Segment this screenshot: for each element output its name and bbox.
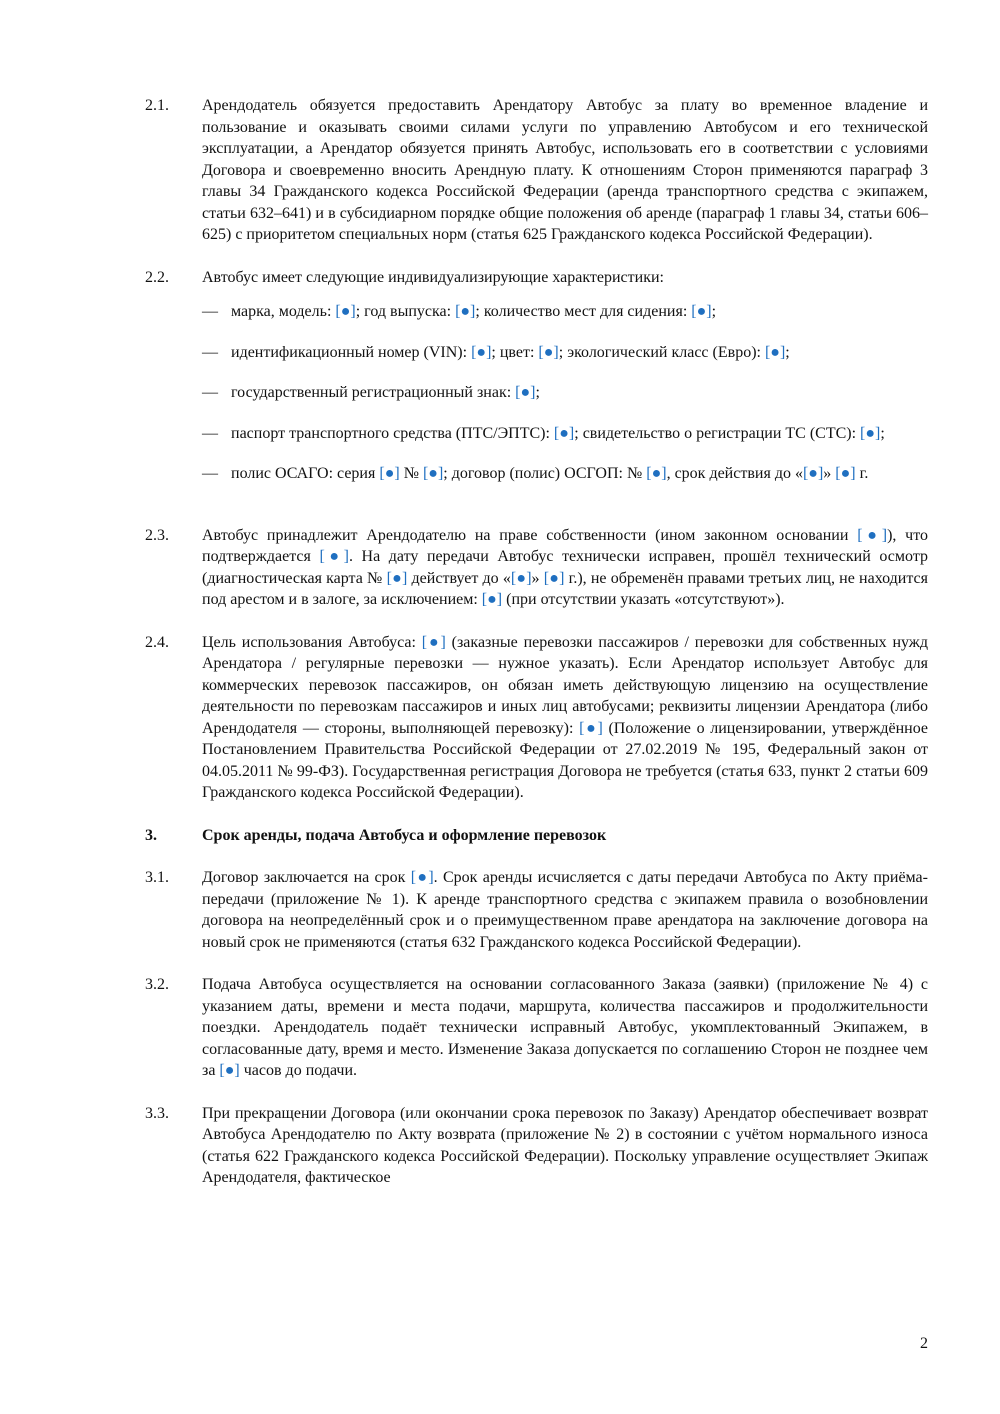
text-run: . Срок аренды исчисляется с даты передачи Автобуса по Акту приёма-передачи (приложение № 1). К аренде транспортного средства с экипажем правила о возобновлении договора на неопределённый срок и о преимущественном праве арендатора на заключение договора на новый срок не применяются (статья 632 Гражданского кодекса Российской Федерации). [202,869,928,951]
page-number: 2 [920,1335,928,1352]
text-run: Цель использования Автобуса: [202,633,422,651]
text-run: , срок действия до « [666,465,803,482]
text-run: Автобус принадлежит Арендодателю на праве собственности (ином законном основании [202,526,858,544]
clause [145,95,928,246]
bullet-item [202,301,928,323]
clause [145,525,928,611]
clause [145,974,928,1082]
text-run: ; цвет: [491,343,539,361]
clause-text [202,974,928,1082]
text-run: (при отсутствии указать «отсутствуют»). [502,591,785,608]
clause-number: 3.1. [145,869,169,886]
clause-text [202,632,928,804]
bullet-dash: — [202,343,218,361]
bullet-list [202,301,928,485]
text-run: государственный регистрационный знак: [231,384,516,401]
bullet-text [231,301,928,323]
placeholder-field: [●] [538,343,559,361]
placeholder-field: [●] [379,465,400,482]
text-run: (заказные перевозки пассажиров / перевозки для собственных нужд Арендатора / регулярные перевозки — нужное указать). Если Арендатор использует Автобус для коммерческих перевозок пассажиров, он обязан иметь действующую лицензию на осуществление деятельности по перевозкам пассажиров и иных лиц автобусами; реквизиты лицензии Арендатора (либо Арендодателя — стороны, выполняющей перевозку): [202,633,928,737]
text-run: полис ОСАГО: серия [231,465,380,482]
placeholder-field: [●] [510,569,532,587]
placeholder-field: [●] [335,303,356,320]
placeholder-field: [●] [579,719,603,737]
text-run: ; количество мест для сидения: [475,303,692,320]
placeholder-field: [●] [543,569,565,587]
placeholder-field: [●] [553,424,575,442]
clause-text [202,1103,928,1189]
heading-text [202,825,928,847]
text-run: » [531,569,544,587]
text-run: № [399,465,423,482]
document-body [145,95,928,1210]
text-run: ; свидетельство о регистрации ТС (СТС): [574,424,861,442]
placeholder-field: [●] [471,343,492,361]
text-run: ; [785,343,790,361]
placeholder-field: [●] [422,465,444,482]
clause-text [202,525,928,611]
bullet-dash: — [202,384,218,401]
text-run: Автобус имеет следующие индивидуализирующие характеристики: [202,268,664,286]
bullet-item [202,382,928,404]
text-run: » [823,465,836,482]
bullet-text [231,382,928,404]
clause [145,867,928,953]
placeholder-field: [●] [319,548,349,565]
text-run: ; [880,424,885,442]
text-run: ), что подтверждается [202,526,928,565]
text-run: . На дату передачи Автобус технически исправен, прошёл технический осмотр (диагностическая карта № [202,548,928,587]
clause [145,632,928,804]
text-run: (Положение о лицензировании, утверждённое Постановлением Правительства Российской Федерации от 27.02.2019 № 195, Федеральный закон от 04.05.2011 № 99-ФЗ). Государственная регистрация Договора не требуется (статья 633, пункт 2 статьи 609 Гражданского кодекса Российской Федерации). [202,719,928,801]
bullet-dash: — [202,424,218,442]
clause-text [202,95,928,246]
placeholder-field: [●] [835,465,856,482]
clause-number: 2.3. [145,526,169,544]
text-run: При прекращении Договора (или окончании срока перевозок по Заказу) Арендатор обеспечивает возврат Автобуса Арендодателю по Акту возврата (приложение № 2) в состоянии с учётом нормального износа (статья 622 Гражданского кодекса Российской Федерации). Поскольку управление осуществляет Экипаж Арендодателя, фактическое [202,1104,928,1186]
text-run: часов до подачи. [239,1062,358,1079]
text-run: ; [711,303,717,320]
bullet-dash: — [202,303,218,320]
text-run: действует до « [407,569,511,587]
text-run: марка, модель: [231,303,336,320]
bullet-text [231,342,928,364]
placeholder-field: [●] [515,384,536,401]
clause-text [202,867,928,953]
text-run: ; договор (полис) ОСГОП: № [443,465,647,482]
section-heading [145,825,928,847]
text-run: идентификационный номер (VIN): [231,343,472,361]
text-run: Подача Автобуса осуществляется на основании согласованного Заказа (заявки) (приложение № 4) с указанием даты, времени и места подачи, маршрута, количества пассажиров и продолжительности поездки. Арендодатель подаёт технически исправный Автобус, укомплектованный Экипажем, в согласованные дату, время и место. Изменение Заказа допускается по соглашению Сторон не позднее чем за [202,976,928,1079]
text-run: ; год выпуска: [355,303,456,320]
placeholder-field: [●] [691,303,712,320]
text-run: г.), не обременён правами третьих лиц, не находится под арестом и в залоге, за исключением: [202,569,928,608]
placeholder-field: [●] [481,591,503,608]
placeholder-field: [●] [764,343,786,361]
bullet-text [231,423,928,445]
clause-number: 2.4. [145,633,169,651]
bullet-text [231,463,928,485]
bullet-item [202,463,928,485]
placeholder-field: [●] [455,303,476,320]
text-run: Арендодатель обязуется предоставить Арендатору Автобус за плату во временное владение и пользование и оказывать своими силами услуги по управлению Автобусом и его технической эксплуатации, а Арендатор обязуется принять Автобус, использовать его в соответствии с условиями Договора и своевременно вносить Арендную плату. К отношениям Сторон применяются параграф 3 главы 34 Гражданского кодекса Российской Федерации (аренда транспортного средства с экипажем, статьи 632–641) и в субсидиарном порядке общие положения об аренде (параграф 1 главы 34, статьи 606–625) с приоритетом специальных норм (статья 625 Гражданского кодекса Российской Федерации). [202,97,928,243]
bullet-item [202,342,928,364]
clause-number: 2.1. [145,97,169,114]
text-run: ; экологический класс (Евро): [558,343,765,361]
text-run: ; [535,384,540,401]
clause [145,1103,928,1189]
placeholder-field: [●] [219,1062,240,1079]
clause-number: 3. [145,826,157,844]
placeholder-field: [●] [860,424,881,442]
placeholder-field: [●] [802,465,824,482]
text-run: Срок аренды, подача Автобуса и оформление перевозок [202,826,607,844]
placeholder-field: [●] [410,869,434,886]
bullet-dash: — [202,465,218,482]
text-run: г. [855,465,869,482]
clause-number: 3.2. [145,976,169,993]
text-run: паспорт транспортного средства (ПТС/ЭПТС): [231,424,554,442]
text-run: Договор заключается на срок [202,869,411,886]
bullet-item [202,423,928,445]
clause-number: 3.3. [145,1104,169,1122]
placeholder-field: [●] [386,569,408,587]
placeholder-field: [●] [646,465,667,482]
placeholder-field: [●] [421,633,446,651]
clause [145,267,928,504]
placeholder-field: [●] [857,526,888,544]
clause-text [202,267,928,504]
clause-number: 2.2. [145,268,169,286]
